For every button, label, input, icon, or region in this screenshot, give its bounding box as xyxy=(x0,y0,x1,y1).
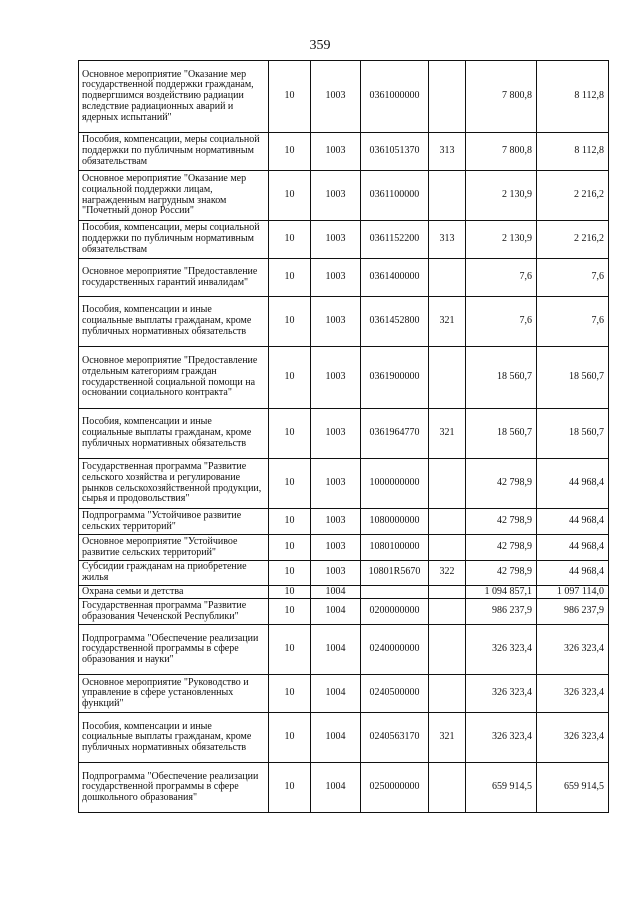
row-expense-type-cell xyxy=(429,459,466,509)
row-target-article-cell xyxy=(361,585,429,599)
row-section-cell: 10 xyxy=(269,585,311,599)
row-subsection-cell: 1004 xyxy=(311,625,361,675)
row-sum-year2-cell: 44 968,4 xyxy=(537,535,609,561)
table-row xyxy=(79,459,609,509)
row-section-cell: 10 xyxy=(269,625,311,675)
table-row xyxy=(79,599,609,625)
row-sum-year1-cell: 42 798,9 xyxy=(466,509,537,535)
row-expense-type-cell: 321 xyxy=(429,713,466,763)
row-sum-year2-cell: 326 323,4 xyxy=(537,713,609,763)
row-target-article-cell: 0361400000 xyxy=(361,259,429,297)
row-expense-type-cell xyxy=(429,599,466,625)
row-name-cell: Подпрограмма "Обеспечение реализации государственной программы в сфере образования и науки" xyxy=(79,625,269,675)
row-sum-year2-cell: 326 323,4 xyxy=(537,625,609,675)
row-sum-year2-cell: 2 216,2 xyxy=(537,221,609,259)
row-sum-year1-cell: 18 560,7 xyxy=(466,409,537,459)
row-name-cell: Подпрограмма "Устойчивое развитие сельских территорий" xyxy=(79,509,269,535)
row-expense-type-cell: 322 xyxy=(429,561,466,586)
row-sum-year1-cell: 7,6 xyxy=(466,297,537,347)
table-row xyxy=(79,509,609,535)
row-subsection-cell: 1003 xyxy=(311,409,361,459)
row-expense-type-cell xyxy=(429,259,466,297)
row-subsection-cell: 1003 xyxy=(311,459,361,509)
row-expense-type-cell xyxy=(429,61,466,133)
row-name-cell: Пособия, компенсации и иные социальные выплаты гражданам, кроме публичных нормативных обязательств xyxy=(79,409,269,459)
row-sum-year2-cell: 659 914,5 xyxy=(537,763,609,813)
row-sum-year1-cell: 326 323,4 xyxy=(466,675,537,713)
row-subsection-cell: 1003 xyxy=(311,171,361,221)
table-row xyxy=(79,133,609,171)
row-subsection-cell: 1003 xyxy=(311,561,361,586)
table-row xyxy=(79,535,609,561)
row-expense-type-cell xyxy=(429,535,466,561)
row-section-cell: 10 xyxy=(269,347,311,409)
row-section-cell: 10 xyxy=(269,61,311,133)
row-section-cell: 10 xyxy=(269,509,311,535)
table-row xyxy=(79,61,609,133)
row-section-cell: 10 xyxy=(269,297,311,347)
row-sum-year1-cell: 7 800,8 xyxy=(466,133,537,171)
row-section-cell: 10 xyxy=(269,713,311,763)
row-sum-year1-cell: 2 130,9 xyxy=(466,171,537,221)
table-row xyxy=(79,171,609,221)
row-expense-type-cell xyxy=(429,509,466,535)
row-expense-type-cell: 313 xyxy=(429,221,466,259)
row-section-cell: 10 xyxy=(269,763,311,813)
row-name-cell: Государственная программа "Развитие сельского хозяйства и регулирование рынков сельскохозяйственной продукции, сырья и продовольствия" xyxy=(79,459,269,509)
row-name-cell: Пособия, компенсации, меры социальной поддержки по публичным нормативным обязательствам xyxy=(79,221,269,259)
row-subsection-cell: 1003 xyxy=(311,535,361,561)
row-subsection-cell: 1004 xyxy=(311,713,361,763)
row-subsection-cell: 1004 xyxy=(311,585,361,599)
row-target-article-cell: 0361152200 xyxy=(361,221,429,259)
row-expense-type-cell xyxy=(429,763,466,813)
row-sum-year1-cell: 326 323,4 xyxy=(466,713,537,763)
row-target-article-cell: 10801R5670 xyxy=(361,561,429,586)
row-subsection-cell: 1003 xyxy=(311,61,361,133)
row-section-cell: 10 xyxy=(269,535,311,561)
row-expense-type-cell: 313 xyxy=(429,133,466,171)
table-row xyxy=(79,561,609,586)
row-name-cell: Субсидии гражданам на приобретение жилья xyxy=(79,561,269,586)
row-sum-year1-cell: 42 798,9 xyxy=(466,459,537,509)
row-name-cell: Основное мероприятие "Оказание мер социальной поддержки лицам, награжденным нагрудным знаком "Почетный донор России" xyxy=(79,171,269,221)
budget-table xyxy=(78,60,609,813)
row-sum-year2-cell: 986 237,9 xyxy=(537,599,609,625)
row-target-article-cell: 0361900000 xyxy=(361,347,429,409)
row-section-cell: 10 xyxy=(269,133,311,171)
row-sum-year1-cell: 18 560,7 xyxy=(466,347,537,409)
row-name-cell: Пособия, компенсации и иные социальные выплаты гражданам, кроме публичных нормативных обязательств xyxy=(79,713,269,763)
row-target-article-cell: 0250000000 xyxy=(361,763,429,813)
row-sum-year2-cell: 44 968,4 xyxy=(537,561,609,586)
row-name-cell: Пособия, компенсации, меры социальной поддержки по публичным нормативным обязательствам xyxy=(79,133,269,171)
table-row xyxy=(79,347,609,409)
table-row xyxy=(79,675,609,713)
row-name-cell: Основное мероприятие "Оказание мер государственной поддержки гражданам, подвергшимся воздействию радиации вследствие радиационных аварий и ядерных испытаний" xyxy=(79,61,269,133)
row-sum-year1-cell: 659 914,5 xyxy=(466,763,537,813)
row-sum-year2-cell: 1 097 114,0 xyxy=(537,585,609,599)
row-section-cell: 10 xyxy=(269,675,311,713)
row-target-article-cell: 0240563170 xyxy=(361,713,429,763)
row-target-article-cell: 1080000000 xyxy=(361,509,429,535)
row-target-article-cell: 0361000000 xyxy=(361,61,429,133)
row-target-article-cell: 0240500000 xyxy=(361,675,429,713)
row-sum-year2-cell: 18 560,7 xyxy=(537,409,609,459)
row-section-cell: 10 xyxy=(269,221,311,259)
row-sum-year2-cell: 7,6 xyxy=(537,259,609,297)
row-section-cell: 10 xyxy=(269,259,311,297)
row-section-cell: 10 xyxy=(269,409,311,459)
row-sum-year2-cell: 2 216,2 xyxy=(537,171,609,221)
row-expense-type-cell xyxy=(429,625,466,675)
row-subsection-cell: 1003 xyxy=(311,221,361,259)
row-name-cell: Охрана семьи и детства xyxy=(79,585,269,599)
table-row xyxy=(79,221,609,259)
row-sum-year2-cell: 7,6 xyxy=(537,297,609,347)
table-row xyxy=(79,585,609,599)
table-row xyxy=(79,763,609,813)
row-target-article-cell: 0240000000 xyxy=(361,625,429,675)
row-subsection-cell: 1003 xyxy=(311,259,361,297)
table-row xyxy=(79,409,609,459)
row-sum-year2-cell: 18 560,7 xyxy=(537,347,609,409)
row-sum-year2-cell: 326 323,4 xyxy=(537,675,609,713)
row-sum-year1-cell: 7,6 xyxy=(466,259,537,297)
table-row xyxy=(79,259,609,297)
row-target-article-cell: 0361964770 xyxy=(361,409,429,459)
row-sum-year1-cell: 986 237,9 xyxy=(466,599,537,625)
row-expense-type-cell: 321 xyxy=(429,297,466,347)
row-sum-year1-cell: 2 130,9 xyxy=(466,221,537,259)
row-target-article-cell: 1080100000 xyxy=(361,535,429,561)
row-subsection-cell: 1004 xyxy=(311,599,361,625)
row-subsection-cell: 1003 xyxy=(311,297,361,347)
row-target-article-cell: 1000000000 xyxy=(361,459,429,509)
row-sum-year1-cell: 326 323,4 xyxy=(466,625,537,675)
row-sum-year2-cell: 44 968,4 xyxy=(537,509,609,535)
row-name-cell: Основное мероприятие "Предоставление государственных гарантий инвалидам" xyxy=(79,259,269,297)
row-sum-year1-cell: 7 800,8 xyxy=(466,61,537,133)
row-subsection-cell: 1004 xyxy=(311,763,361,813)
row-name-cell: Основное мероприятие "Руководство и управление в сфере установленных функций" xyxy=(79,675,269,713)
row-section-cell: 10 xyxy=(269,459,311,509)
row-subsection-cell: 1003 xyxy=(311,347,361,409)
row-section-cell: 10 xyxy=(269,561,311,586)
row-sum-year1-cell: 1 094 857,1 xyxy=(466,585,537,599)
row-subsection-cell: 1003 xyxy=(311,509,361,535)
row-sum-year1-cell: 42 798,9 xyxy=(466,535,537,561)
row-section-cell: 10 xyxy=(269,599,311,625)
row-subsection-cell: 1004 xyxy=(311,675,361,713)
row-expense-type-cell: 321 xyxy=(429,409,466,459)
row-sum-year2-cell: 8 112,8 xyxy=(537,61,609,133)
table-row xyxy=(79,713,609,763)
budget-table-body xyxy=(79,61,609,813)
table-row xyxy=(79,297,609,347)
row-name-cell: Основное мероприятие "Предоставление отдельным категориям граждан государственной социальной помощи на основании социального контракта" xyxy=(79,347,269,409)
row-sum-year2-cell: 44 968,4 xyxy=(537,459,609,509)
row-target-article-cell: 0361100000 xyxy=(361,171,429,221)
row-section-cell: 10 xyxy=(269,171,311,221)
row-sum-year1-cell: 42 798,9 xyxy=(466,561,537,586)
row-subsection-cell: 1003 xyxy=(311,133,361,171)
table-row xyxy=(79,625,609,675)
row-expense-type-cell xyxy=(429,171,466,221)
row-name-cell: Основное мероприятие "Устойчивое развитие сельских территорий" xyxy=(79,535,269,561)
page-number: 359 xyxy=(309,38,331,53)
row-name-cell: Пособия, компенсации и иные социальные выплаты гражданам, кроме публичных нормативных обязательств xyxy=(79,297,269,347)
row-expense-type-cell xyxy=(429,585,466,599)
row-name-cell: Государственная программа "Развитие образования Чеченской Республики" xyxy=(79,599,269,625)
row-name-cell: Подпрограмма "Обеспечение реализации государственной программы в сфере дошкольного образования" xyxy=(79,763,269,813)
row-target-article-cell: 0361452800 xyxy=(361,297,429,347)
row-expense-type-cell xyxy=(429,675,466,713)
row-target-article-cell: 0200000000 xyxy=(361,599,429,625)
row-target-article-cell: 0361051370 xyxy=(361,133,429,171)
row-sum-year2-cell: 8 112,8 xyxy=(537,133,609,171)
row-expense-type-cell xyxy=(429,347,466,409)
